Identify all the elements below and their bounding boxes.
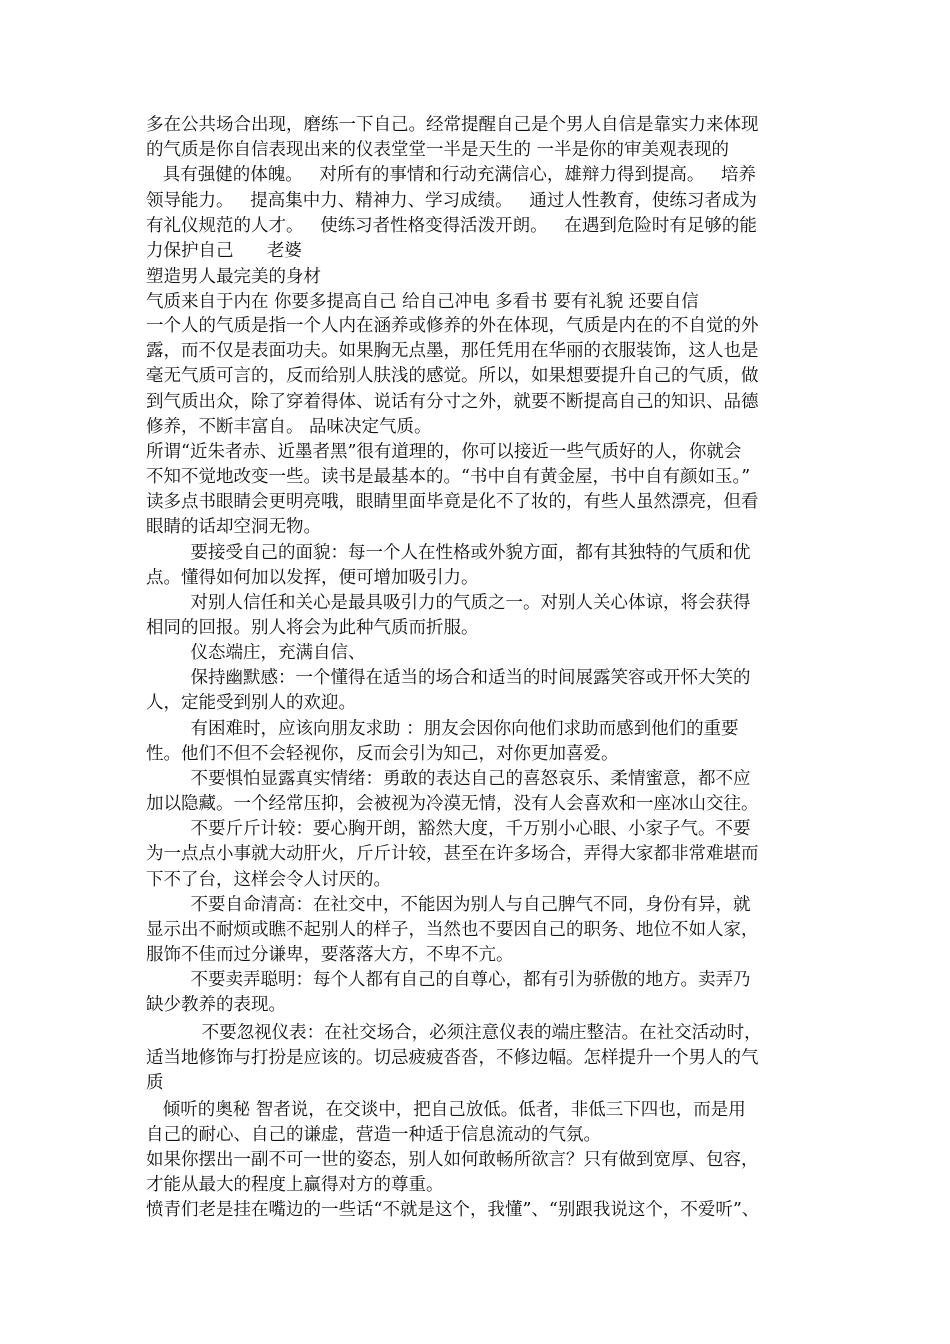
- text-line: 愤青们老是挂在嘴边的一些话“不就是这个，我懂”、“别跟我说这个，不爱听”、: [146, 1200, 760, 1220]
- text-line: 露，而不仅是表面功夫。如果胸无点墨，那任凭用在华丽的衣服装饰，这人也是: [146, 341, 759, 361]
- text-line: 服饰不佳而过分谦卑，要落落大方，不卑不亢。: [146, 945, 514, 965]
- text-line: 不要斤斤计较：要心胸开朗，豁然大度，千万别小心眼、小家子气。不要: [146, 819, 751, 839]
- text-line: 质: [146, 1073, 164, 1093]
- text-line: 到气质出众，除了穿着得体、说话有分寸之外，就要不断提高自己的知识、品德: [146, 392, 759, 412]
- text-line: 点。懂得如何加以发挥，便可增加吸引力。: [146, 568, 479, 588]
- text-line: 毫无气质可言的，反而给别人肤浅的感觉。所以，如果想要提升自己的气质，做: [146, 366, 759, 386]
- text-line: 所谓“近朱者赤、近墨者黑”很有道理的，你可以接近一些气质好的人，你就会: [146, 442, 742, 462]
- text-line: 一个人的气质是指一个人内在涵养或修养的外在体现，气质是内在的不自觉的外: [146, 316, 759, 336]
- text-line: 为一点点小事就大动肝火，斤斤计较，甚至在许多场合，弄得大家都非常难堪而: [146, 844, 759, 864]
- text-line: 不要自命清高：在社交中，不能因为别人与自己脾气不同，身份有异，就: [146, 895, 751, 915]
- text-line: 人，定能受到别人的欢迎。: [146, 693, 356, 713]
- text-line: 不知不觉地改变一些。读书是最基本的。“书中自有黄金屋，书中自有颜如玉。”: [146, 467, 751, 487]
- text-line: 如果你摆出一副不可一世的姿态，别人如何敢畅所欲言？只有做到宽厚、包容，: [146, 1150, 759, 1170]
- text-line: 下不了台，这样会令人讨厌的。: [146, 870, 391, 890]
- text-line: 不要惧怕显露真实情绪：勇敢的表达自己的喜怒哀乐、柔情蜜意，都不应: [146, 769, 751, 789]
- text-line: 相同的回报。别人将会为此种气质而折服。: [146, 618, 479, 638]
- text-line: 才能从最大的程度上赢得对方的尊重。: [146, 1175, 444, 1195]
- text-line: 修养，不断丰富自。 品味决定气质。: [146, 417, 432, 437]
- text-line: 具有强健的体魄。 对所有的事情和行动充满信心，雄辩力得到提高。 培养: [146, 165, 757, 185]
- text-line: 有礼仪规范的人才。 使练习者性格变得活泼开朗。 在遇到危险时有足够的能: [146, 216, 757, 236]
- text-line: 眼睛的话却空洞无物。: [146, 517, 321, 537]
- text-line: 性。他们不但不会轻视你，反而会引为知己，对你更加喜爱。: [146, 744, 619, 764]
- text-line: 读多点书眼睛会更明亮哦，眼睛里面毕竟是化不了妆的，有些人虽然漂亮，但看: [146, 492, 759, 512]
- text-line: 保持幽默感：一个懂得在适当的场合和适当的时间展露笑容或开怀大笑的: [146, 668, 751, 688]
- text-line: 多在公共场合出现，磨练一下自己。经常提醒自己是个男人自信是靠实力来体现: [146, 115, 759, 135]
- text-line: 仪态端庄，充满自信、: [146, 643, 366, 663]
- text-line: 缺少教养的表现。: [146, 995, 286, 1015]
- text-line: 显示出不耐烦或瞧不起别人的样子，当然也不要因自己的职务、地位不如人家，: [146, 920, 759, 940]
- text-line: 有困难时，应该向朋友求助 ：朋友会因你向他们求助而感到他们的重要: [146, 719, 739, 739]
- text-line: 领导能力。 提高集中力、精神力、学习成绩。 通过人性教育，使练习者成为: [146, 191, 757, 211]
- text-line: 不要忽视仪表：在社交场合，必须注意仪表的端庄整洁。在社交活动时，: [146, 1023, 762, 1043]
- text-line: 气质来自于内在 你要多提高自己 给自己冲电 多看书 要有礼貌 还要自信: [146, 292, 699, 312]
- section-heading: 塑造男人最完美的身材: [146, 267, 321, 287]
- text-line: 要接受自己的面貌：每一个人在性格或外貌方面，都有其独特的气质和优: [146, 543, 751, 563]
- text-line: 适当地修饰与打扮是应该的。切忌疲疲沓沓，不修边幅。怎样提升一个男人的气: [146, 1048, 759, 1068]
- text-line: 对别人信任和关心是最具吸引力的气质之一。对别人关心体谅，将会获得: [146, 593, 751, 613]
- text-line: 加以隐藏。一个经常压抑，会被视为冷漠无情，没有人会喜欢和一座冰山交往。: [146, 794, 759, 814]
- text-line: 不要卖弄聪明：每个人都有自己的自尊心，都有引为骄傲的地方。卖弄乃: [146, 970, 751, 990]
- text-line: 自己的耐心、自己的谦虚，营造一种适于信息流动的气氛。: [146, 1125, 601, 1145]
- text-line: 倾听的奥秘 智者说，在交谈中，把自己放低。低者，非低三下四也，而是用: [146, 1100, 746, 1120]
- text-line: 力保护自己 老婆: [146, 241, 302, 261]
- text-line: 的气质是你自信表现出来的仪表堂堂一半是天生的 一半是你的审美观表现的: [146, 140, 730, 160]
